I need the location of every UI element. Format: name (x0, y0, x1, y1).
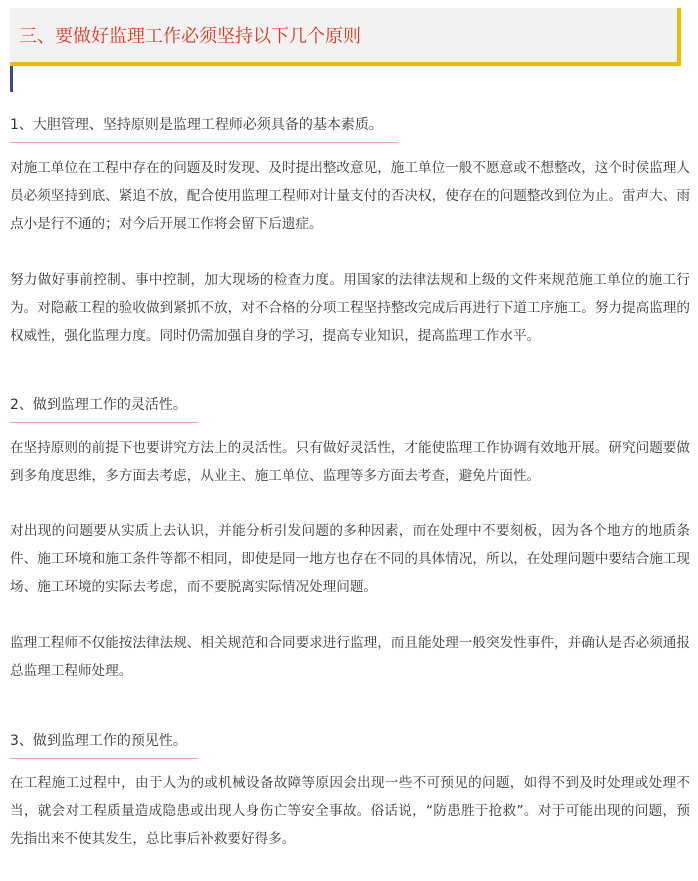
subheading-3-underline (10, 758, 198, 759)
subheading-3: 3、做到监理工作的预见性。 (10, 733, 187, 749)
paragraph: 努力做好事前控制、事中控制，加大现场的检查力度。用国家的法律法规和上级的文件来规范施工单位的施工行为。对隐蔽工程的验收做到紧抓不放，对不合格的分项工程坚持整改完成后再进行下道工序施工。努力提高监理的权威性，强化监理力度。同时仍需加强自身的学习，提高专业知识，提高监理工作水平。 (10, 272, 690, 344)
paragraph: 监理工程师不仅能按法律法规、相关规范和合同要求进行监理，而且能处理一般突发性事件，并确认是否必须通报总监理工程师处理。 (10, 635, 690, 679)
paragraph: 对施工单位在工程中存在的问题及时发现、及时提出整改意见，施工单位一般不愿意或不想整改，这个时侯监理人员必须坚持到底、紧追不放，配合使用监理工程师对计量支付的否决权，使存在的问题整改到位为止。雷声大、雨点小是行不通的；对今后开展工作将会留下后遗症。 (10, 160, 690, 232)
paragraph: 在坚持原则的前提下也要讲究方法上的灵活性。只有做好灵活性，才能使监理工作协调有效地开展。研究问题要做到多角度思维，多方面去考虑，从业主、施工单位、监理等多方面去考查，避免片面性。 (10, 440, 690, 484)
subheading-1: 1、大胆管理、坚持原则是监理工程师必须具备的基本素质。 (10, 117, 383, 133)
subheading-2: 2、做到监理工作的灵活性。 (10, 397, 187, 413)
paragraph: 对出现的问题要从实质上去认识，并能分析引发问题的多种因素，而在处理中不要刻板，因为各个地方的地质条件、施工环境和施工条件等都不相同，即使是同一地方也存在不同的具体情况，所以，在处理问题中要结合施工现场、施工环境的实际去考虑，而不要脱离实际情况处理问题。 (10, 523, 690, 595)
section-title-box (10, 8, 681, 66)
title-accent-bar (10, 66, 13, 92)
subheading-2-underline (10, 422, 198, 423)
section-title: 三、要做好监理工作必须坚持以下几个原则 (19, 26, 361, 47)
paragraph: 在工程施工过程中，由于人为的或机械设备故障等原因会出现一些不可预见的问题，如得不到及时处理或处理不当，就会对工程质量造成隐患或出现人身伤亡等安全事故。俗话说，“防患胜于抢救”。对于可能出现的问题，预先指出来不使其发生，总比事后补救要好得多。 (10, 775, 690, 847)
subheading-1-underline (10, 142, 398, 143)
